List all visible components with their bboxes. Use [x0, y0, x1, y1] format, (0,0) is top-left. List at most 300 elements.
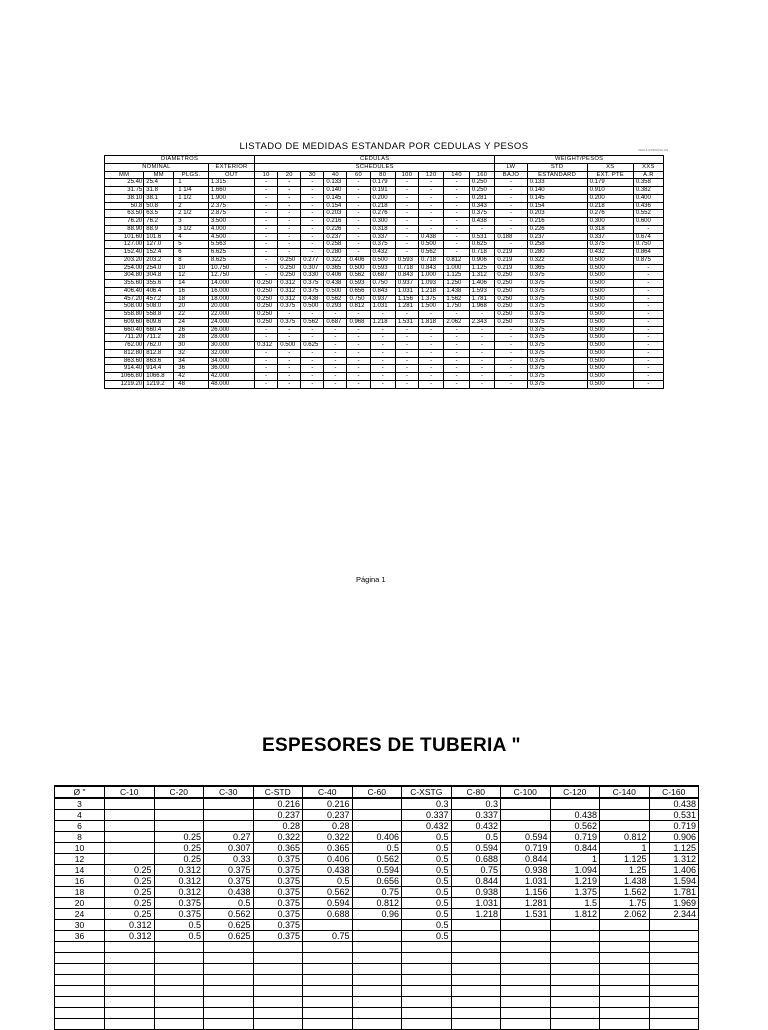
table-cell: 0.216 [324, 218, 347, 226]
header-xs: XS [587, 163, 633, 171]
empty-cell [154, 997, 204, 1008]
table-cell: 0.843 [370, 287, 395, 295]
table-cell: 0.312 [154, 887, 204, 898]
table-cell: 0.250 [255, 303, 278, 311]
table-cell: 1.125 [469, 264, 495, 272]
table-cell: 0.719 [649, 821, 699, 832]
table-cell: 0.750 [370, 280, 395, 288]
table-cell: 36 [55, 931, 105, 942]
table-cell: 0.140 [324, 187, 347, 195]
table-cell: 0.500 [587, 280, 633, 288]
table-row [105, 179, 664, 187]
table-cell: 0.750 [347, 295, 370, 303]
table-cell: 0.28 [303, 821, 353, 832]
table-cell: 0.5 [402, 876, 452, 887]
table-cell [105, 854, 155, 865]
table-cell: 0.438 [550, 810, 600, 821]
table-cell: - [395, 210, 418, 218]
table-cell [550, 920, 600, 931]
table-cell: 0.500 [587, 272, 633, 280]
table-cell: - [324, 311, 347, 319]
table-cell: 1 [550, 854, 600, 865]
table-cell: 42.000 [208, 373, 254, 381]
table-cell: - [633, 295, 663, 303]
table-cell: 0.375 [527, 272, 587, 280]
table-cell: - [444, 194, 469, 202]
table-cell: - [278, 241, 301, 249]
table-cell: - [444, 218, 469, 226]
empty-cell [649, 975, 699, 986]
table-cell: - [469, 334, 495, 342]
table-cell: - [444, 380, 469, 388]
table-cell [600, 920, 650, 931]
table-cell: 0.593 [370, 264, 395, 272]
table-cell: 0.844 [550, 843, 600, 854]
empty-cell [352, 942, 402, 953]
header-cedulas: CEDULAS [255, 156, 495, 164]
table-cell: 8 [174, 256, 209, 264]
empty-cell [154, 1008, 204, 1019]
table-cell: 10 [55, 843, 105, 854]
table-cell: 0.337 [370, 233, 395, 241]
table-cell: - [395, 357, 418, 365]
table-cell: 0.276 [370, 210, 395, 218]
table-cell: 0.375 [527, 342, 587, 350]
table-cell: - [444, 225, 469, 233]
header-schedules: SCHEDULES [255, 163, 495, 171]
table-cell: - [444, 187, 469, 195]
table-cell: - [324, 380, 347, 388]
table-cell: 0.133 [527, 179, 587, 187]
table-cell [600, 798, 650, 810]
table-cell: - [347, 179, 370, 187]
table-cell: 18.000 [208, 295, 254, 303]
empty-cell [204, 997, 254, 1008]
table-cell: 0.375 [527, 365, 587, 373]
table-cell: 0.250 [255, 311, 278, 319]
table-cell: - [301, 194, 324, 202]
empty-cell [204, 953, 254, 964]
table-cell: - [347, 187, 370, 195]
table-cell: 0.250 [495, 311, 527, 319]
table-cell: - [395, 179, 418, 187]
table-cell: 0.625 [469, 241, 495, 249]
table-cell: - [255, 233, 278, 241]
table-cell: 1.125 [600, 854, 650, 865]
table-cell: 1066.8 [144, 373, 174, 381]
table-cell: - [278, 357, 301, 365]
empty-cell [204, 1019, 254, 1030]
table-cell: 0.910 [587, 187, 633, 195]
table-cell: 1.312 [649, 854, 699, 865]
empty-cell [105, 942, 155, 953]
table-cell: 0.140 [527, 187, 587, 195]
empty-cell [600, 986, 650, 997]
table-cell: 0.219 [495, 264, 527, 272]
table-cell [105, 832, 155, 843]
table-cell: 1.781 [469, 295, 495, 303]
table-cell: 0.322 [303, 832, 353, 843]
table-cell: - [278, 187, 301, 195]
empty-cell [402, 964, 452, 975]
table-cell: - [301, 349, 324, 357]
empty-cell [253, 953, 303, 964]
table-cell: 76.20 [105, 218, 144, 226]
header-std: STD [527, 163, 587, 171]
table-cell: 0.500 [587, 311, 633, 319]
empty-cell [204, 1008, 254, 1019]
table-cell: - [370, 357, 395, 365]
table-cell: - [418, 194, 443, 202]
table-cell: 26.000 [208, 326, 254, 334]
header-lw: LW [495, 163, 527, 171]
table-cell: 0.318 [587, 225, 633, 233]
empty-cell [105, 964, 155, 975]
table-cell: 0.382 [633, 187, 663, 195]
table-cell: 22.000 [208, 311, 254, 319]
table-cell: 0.500 [587, 295, 633, 303]
table-row [55, 832, 699, 843]
table-cell: 1.900 [208, 194, 254, 202]
table-cell: 0.719 [501, 843, 551, 854]
table-cell: - [469, 326, 495, 334]
table-cell [451, 920, 501, 931]
table-cell: 0.33 [204, 854, 254, 865]
table-cell: 0.226 [324, 225, 347, 233]
table-cell: 0.337 [451, 810, 501, 821]
table-cell: 0.906 [469, 256, 495, 264]
empty-cell [352, 953, 402, 964]
column-header: C-10 [105, 786, 155, 798]
table-cell: 14.000 [208, 280, 254, 288]
table-cell: 0.438 [469, 218, 495, 226]
table-cell [352, 810, 402, 821]
table-cell: 1.125 [649, 843, 699, 854]
table-cell: - [495, 342, 527, 350]
table-cell: - [495, 357, 527, 365]
empty-cell [550, 1019, 600, 1030]
table-cell [501, 798, 551, 810]
table-cell: 711.2 [144, 334, 174, 342]
table-cell: 0.250 [495, 318, 527, 326]
empty-cell [352, 975, 402, 986]
table-cell: 1.75 [600, 898, 650, 909]
table-cell: 609.60 [105, 318, 144, 326]
table-cell: 0.687 [370, 272, 395, 280]
table-cell: 457.20 [105, 295, 144, 303]
empty-row [55, 1019, 699, 1030]
table-cell: 1219.20 [105, 380, 144, 388]
empty-cell [154, 953, 204, 964]
table-cell: 1.000 [444, 264, 469, 272]
table-cell: 0.375 [469, 210, 495, 218]
table-cell: - [495, 194, 527, 202]
table-cell: 42 [174, 373, 209, 381]
table-cell: 0.674 [633, 233, 663, 241]
table-cell: - [347, 357, 370, 365]
table-cell: - [255, 241, 278, 249]
table-cell: 304.80 [105, 272, 144, 280]
empty-cell [303, 942, 353, 953]
table-cell: 203.2 [144, 256, 174, 264]
table-row [55, 920, 699, 931]
empty-cell [402, 986, 452, 997]
table-cell: 0.375 [527, 326, 587, 334]
empty-cell [154, 942, 204, 953]
table-cell: - [301, 334, 324, 342]
table-cell: - [301, 179, 324, 187]
table-cell: 0.237 [303, 810, 353, 821]
table-cell: 0.277 [301, 256, 324, 264]
table-row [105, 218, 664, 226]
table-cell: - [495, 241, 527, 249]
table-cell: 0.365 [527, 264, 587, 272]
table-cell: 0.5 [402, 931, 452, 942]
table-cell: 1.315 [208, 179, 254, 187]
table-cell: 0.96 [352, 909, 402, 920]
table-cell: - [370, 311, 395, 319]
table-cell: 0.719 [550, 832, 600, 843]
table-cell: 0.718 [418, 256, 443, 264]
table-cell: - [278, 349, 301, 357]
empty-cell [402, 953, 452, 964]
table-row [55, 898, 699, 909]
table-cell: 457.2 [144, 295, 174, 303]
empty-cell [204, 986, 254, 997]
table-cell: 3 1/2 [174, 225, 209, 233]
empty-cell [600, 964, 650, 975]
table-cell: - [418, 349, 443, 357]
table-cell: - [370, 342, 395, 350]
table-cell: 0.258 [527, 241, 587, 249]
table-cell: 0.436 [633, 202, 663, 210]
table-row [105, 357, 664, 365]
table-row [55, 887, 699, 898]
column-header: OUT [208, 171, 254, 179]
table-cell: 0.500 [278, 342, 301, 350]
column-header: MM [144, 171, 174, 179]
table-cell: 0.375 [204, 876, 254, 887]
column-header: C-40 [303, 786, 353, 798]
empty-cell [204, 964, 254, 975]
table-cell: 254.00 [105, 264, 144, 272]
table-cell: - [301, 210, 324, 218]
table-cell: 0.250 [278, 272, 301, 280]
table-cell: 38.1 [144, 194, 174, 202]
table-cell: 1.781 [649, 887, 699, 898]
header-nominal: NOMINAL [105, 163, 209, 171]
column-header: BAJO [495, 171, 527, 179]
table-cell: 0.968 [347, 318, 370, 326]
empty-cell [154, 975, 204, 986]
table-cell: 0.600 [633, 218, 663, 226]
table-cell: 0.250 [255, 280, 278, 288]
table-cell: 0.5 [154, 931, 204, 942]
table-cell: 1.438 [444, 287, 469, 295]
column-header: 30 [301, 171, 324, 179]
table-cell: 0.216 [253, 798, 303, 810]
table-cell: - [370, 380, 395, 388]
table-cell: - [255, 326, 278, 334]
empty-cell [550, 942, 600, 953]
table-cell: 0.625 [204, 920, 254, 931]
empty-cell [649, 953, 699, 964]
table-cell: 0.5 [204, 898, 254, 909]
table-cell: - [278, 210, 301, 218]
column-header: 160 [469, 171, 495, 179]
table-cell: - [370, 365, 395, 373]
table-cell [600, 931, 650, 942]
table-cell: 0.300 [370, 218, 395, 226]
empty-cell [451, 986, 501, 997]
table-cell: 5 [174, 241, 209, 249]
table-cell: 36.000 [208, 365, 254, 373]
table-cell: 2.875 [208, 210, 254, 218]
table-cell: - [324, 357, 347, 365]
table-cell: 0.438 [324, 280, 347, 288]
table-cell: 0.337 [402, 810, 452, 821]
table-cell: 0.432 [370, 249, 395, 257]
empty-cell [303, 964, 353, 975]
table-cell: 2 1/2 [174, 210, 209, 218]
table-cell: - [278, 202, 301, 210]
table-cell: 0.625 [204, 931, 254, 942]
table-cell: - [633, 342, 663, 350]
table-row [105, 326, 664, 334]
table-row [105, 318, 664, 326]
table-cell: 0.594 [303, 898, 353, 909]
table-cell: 50.8 [105, 202, 144, 210]
table-cell: 1.593 [469, 287, 495, 295]
table-cell: 1.219 [550, 876, 600, 887]
table-cell: 0.500 [587, 342, 633, 350]
table-cell: 711.20 [105, 334, 144, 342]
table-cell: - [495, 210, 527, 218]
table-cell: - [301, 365, 324, 373]
empty-cell [105, 975, 155, 986]
table-row [55, 821, 699, 832]
table-cell: - [495, 380, 527, 388]
table-cell: - [469, 349, 495, 357]
empty-row [55, 997, 699, 1008]
empty-cell [352, 1008, 402, 1019]
empty-cell [501, 942, 551, 953]
table-cell: 38.10 [105, 194, 144, 202]
table-cell: - [301, 249, 324, 257]
empty-cell [501, 986, 551, 997]
table-cell: 0.375 [527, 357, 587, 365]
column-header: C-XSTG [402, 786, 452, 798]
table-cell: 0.375 [527, 295, 587, 303]
table-cell: 914.40 [105, 365, 144, 373]
table-cell: 0.300 [587, 218, 633, 226]
table-cell: 0.250 [495, 272, 527, 280]
table-cell: - [255, 210, 278, 218]
table-cell: 0.258 [324, 241, 347, 249]
column-header: A.R [633, 171, 663, 179]
table-cell: 1.312 [469, 272, 495, 280]
table-cell: 34.000 [208, 357, 254, 365]
empty-cell [649, 986, 699, 997]
empty-cell [501, 997, 551, 1008]
table-cell: - [418, 179, 443, 187]
table-cell: - [395, 342, 418, 350]
table-cell: 0.500 [587, 318, 633, 326]
table-cell: 0.812 [347, 303, 370, 311]
table-cell: 3 [174, 218, 209, 226]
table-cell: 1.438 [600, 876, 650, 887]
empty-cell [550, 964, 600, 975]
table-row [105, 280, 664, 288]
table-cell: 0.5 [402, 865, 452, 876]
empty-cell [402, 1008, 452, 1019]
table-cell [451, 931, 501, 942]
table-cell: 1.812 [550, 909, 600, 920]
table-cell: 0.562 [303, 887, 353, 898]
table-cell: 20 [55, 898, 105, 909]
table-cell: 0.375 [587, 241, 633, 249]
table-cell: 0.375 [301, 280, 324, 288]
table-cell: 1.375 [418, 295, 443, 303]
table-cell: 0.226 [527, 225, 587, 233]
table-cell: 0.375 [204, 865, 254, 876]
table-cell: - [255, 256, 278, 264]
table-cell: - [469, 380, 495, 388]
table-cell: - [255, 187, 278, 195]
table-cell: - [633, 272, 663, 280]
table-cell [204, 798, 254, 810]
table-cell: 1 1/4 [174, 187, 209, 195]
table-cell: 1.531 [395, 318, 418, 326]
table-cell: 1219.2 [144, 380, 174, 388]
table-cell: 355.6 [144, 280, 174, 288]
table-cell: 0.250 [495, 295, 527, 303]
table-cell: 0.216 [527, 218, 587, 226]
table-cell: 0.937 [395, 280, 418, 288]
table-cell: 0.562 [347, 272, 370, 280]
table-cell: - [418, 210, 443, 218]
table-cell: 6 [174, 249, 209, 257]
table-cell: 1.094 [550, 865, 600, 876]
table-cell: 0.406 [347, 256, 370, 264]
table-cell [105, 821, 155, 832]
table-cell: 0.179 [587, 179, 633, 187]
table-cell: 0.843 [395, 272, 418, 280]
table-cell: 0.365 [253, 843, 303, 854]
empty-cell [451, 1019, 501, 1030]
table-cell: 63.50 [105, 210, 144, 218]
table-cell: 0.500 [587, 373, 633, 381]
table-cell: - [495, 218, 527, 226]
column-header: 80 [370, 171, 395, 179]
table-cell: 1.031 [395, 287, 418, 295]
table-cell [352, 931, 402, 942]
table-cell: 0.812 [352, 898, 402, 909]
empty-cell [303, 975, 353, 986]
table-cell: - [301, 233, 324, 241]
table-cell: - [444, 357, 469, 365]
table-row [55, 810, 699, 821]
table-cell [352, 821, 402, 832]
table-cell: - [418, 334, 443, 342]
table-row [55, 798, 699, 810]
table-cell: 0.237 [527, 233, 587, 241]
table-cell: - [395, 311, 418, 319]
table-cell: 355.60 [105, 280, 144, 288]
table-cell: 1.031 [370, 303, 395, 311]
table-cell: 762.0 [144, 342, 174, 350]
empty-cell [600, 1019, 650, 1030]
